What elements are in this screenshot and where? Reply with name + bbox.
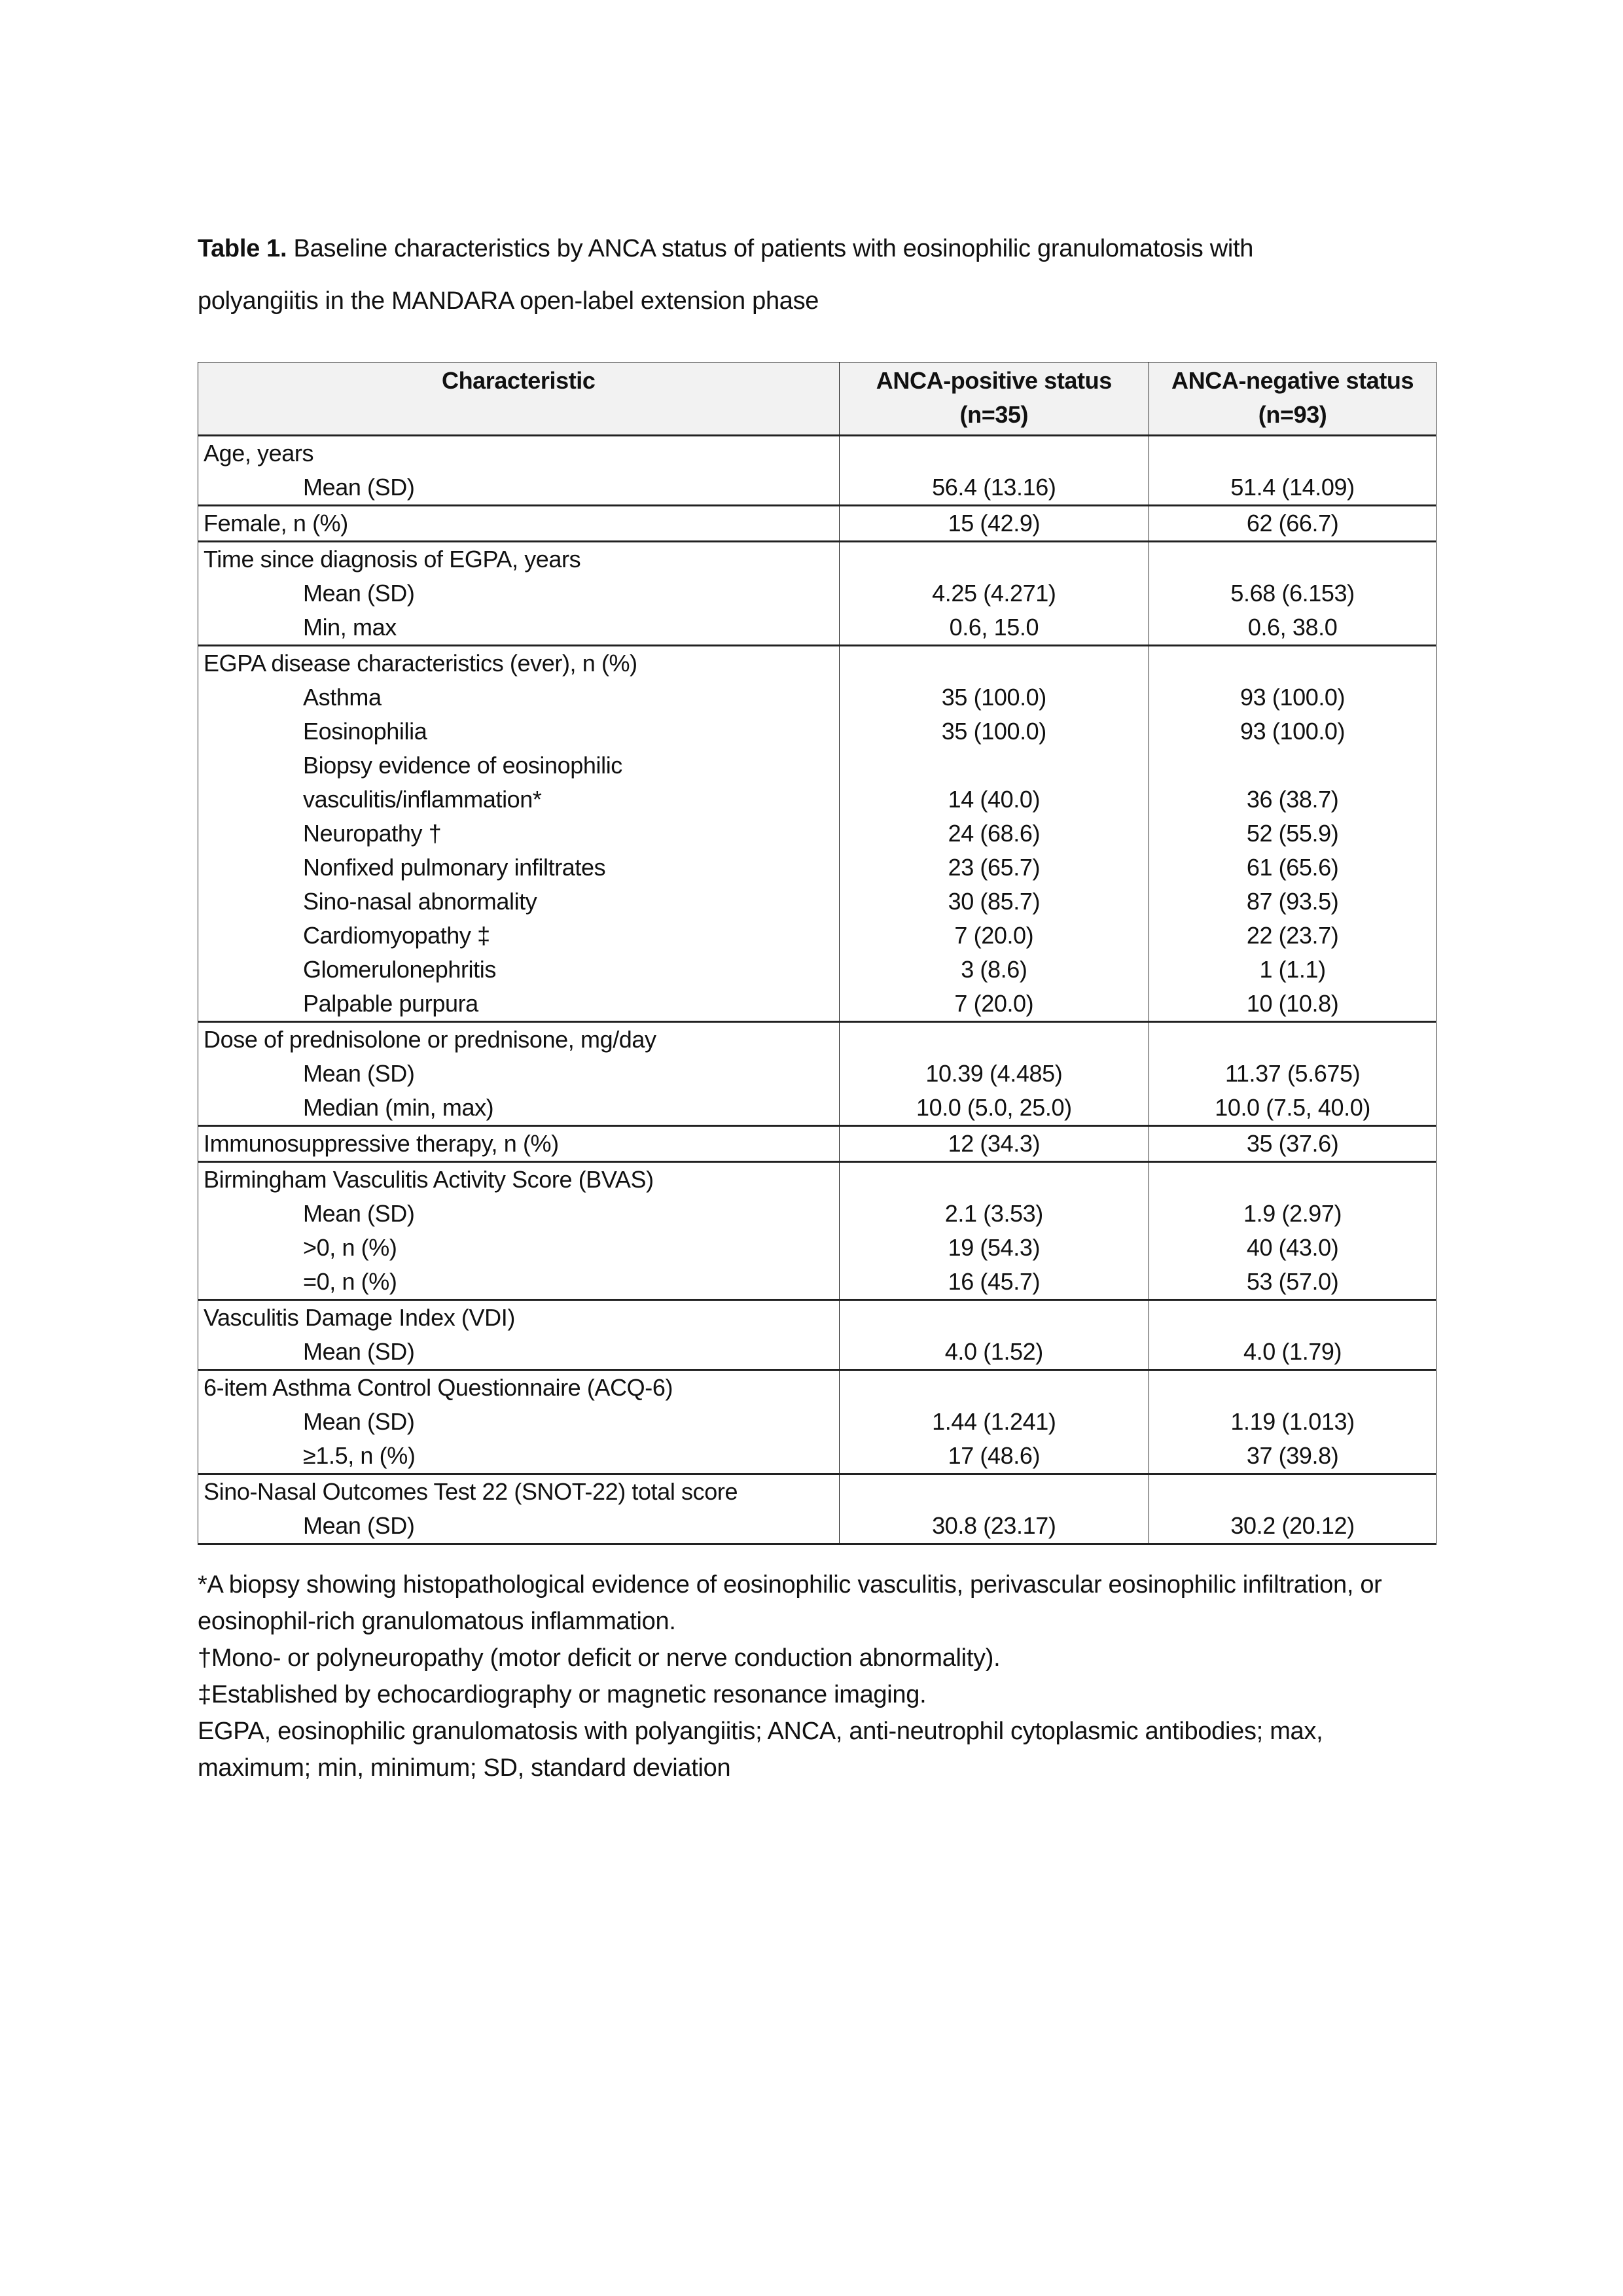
row-value-negative: 61 (65.6) xyxy=(1246,854,1339,881)
row-value-negative: 4.0 (1.79) xyxy=(1243,1338,1342,1365)
anca-positive-cell xyxy=(839,1162,1149,1300)
row-value-negative: 51.4 (14.09) xyxy=(1230,474,1355,501)
group-title-value-negative xyxy=(1154,1475,1431,1509)
group-title: Time since diagnosis of EGPA, years xyxy=(204,546,581,573)
anca-negative-cell xyxy=(1149,1162,1436,1300)
group-title-value-positive xyxy=(845,1163,1144,1197)
row-label: Sino-nasal abnormality xyxy=(303,888,537,915)
header-row xyxy=(198,362,1436,436)
row-label: Mean (SD) xyxy=(303,1060,415,1087)
row-value-positive: 23 (65.7) xyxy=(948,854,1041,881)
row-label: Biopsy evidence of eosinophilic xyxy=(303,752,622,779)
header-anca-negative: ANCA-negative status (n=93) xyxy=(1149,362,1436,436)
row-label: Neuropathy † xyxy=(303,820,442,847)
group-title: Age, years xyxy=(204,440,314,467)
row-value-positive: 17 (48.6) xyxy=(948,1442,1041,1469)
group-title-value-positive: 12 (34.3) xyxy=(948,1130,1041,1157)
row-value-positive: 3 (8.6) xyxy=(961,956,1027,983)
anca-negative-cell xyxy=(1149,1300,1436,1370)
row-value-negative: 53 (57.0) xyxy=(1246,1268,1339,1295)
characteristic-cell xyxy=(198,646,840,1022)
table-row xyxy=(198,1300,1436,1370)
row-label: Min, max xyxy=(303,614,397,641)
table-row xyxy=(198,1370,1436,1474)
row-value-negative: 1.9 (2.97) xyxy=(1243,1200,1342,1227)
group-title-value-positive xyxy=(845,436,1144,470)
row-value-positive: 30 (85.7) xyxy=(948,888,1041,915)
row-label: vasculitis/inflammation* xyxy=(303,786,542,813)
group-title-value-positive xyxy=(845,1023,1144,1057)
row-value-negative xyxy=(1154,749,1431,783)
group-title-value-negative xyxy=(1154,1163,1431,1197)
group-title: Female, n (%) xyxy=(204,510,348,537)
row-value-negative: 11.37 (5.675) xyxy=(1224,1060,1361,1087)
anca-negative-cell xyxy=(1149,1370,1436,1474)
row-value-positive: 0.6, 15.0 xyxy=(949,614,1039,641)
row-value-negative: 22 (23.7) xyxy=(1246,922,1339,949)
group-title-value-positive: 15 (42.9) xyxy=(948,510,1041,537)
row-value-negative: 93 (100.0) xyxy=(1240,684,1346,711)
table-row xyxy=(198,646,1436,1022)
row-value-positive: 16 (45.7) xyxy=(948,1268,1041,1295)
group-title: Immunosuppressive therapy, n (%) xyxy=(204,1130,559,1157)
characteristic-cell xyxy=(198,436,840,506)
row-value-positive: 19 (54.3) xyxy=(948,1234,1041,1261)
row-value-negative: 93 (100.0) xyxy=(1240,718,1346,745)
group-title-value-positive xyxy=(845,542,1144,576)
group-title-value-negative xyxy=(1154,1301,1431,1335)
group-title: Sino-Nasal Outcomes Test 22 (SNOT-22) total score xyxy=(204,1478,738,1505)
table-group xyxy=(198,1126,1436,1162)
footnote: *A biopsy showing histopathological evidence of eosinophilic vasculitis, perivascular eosinophilic infiltration, or eosinophil-rich granulomatous inflammation. xyxy=(198,1571,1382,1635)
table-group xyxy=(198,1300,1436,1370)
table-group xyxy=(198,1370,1436,1474)
table-group xyxy=(198,436,1436,506)
group-title: Vasculitis Damage Index (VDI) xyxy=(204,1304,515,1331)
row-value-positive: 35 (100.0) xyxy=(941,684,1046,711)
row-value-negative: 10 (10.8) xyxy=(1246,990,1339,1017)
anca-positive-cell xyxy=(839,436,1149,506)
row-value-positive: 56.4 (13.16) xyxy=(932,474,1056,501)
row-value-positive: 10.39 (4.485) xyxy=(925,1060,1063,1087)
row-value-negative: 87 (93.5) xyxy=(1246,888,1339,915)
row-value-negative: 5.68 (6.153) xyxy=(1230,580,1355,607)
group-title: Dose of prednisolone or prednisone, mg/day xyxy=(204,1026,656,1053)
row-value-negative: 1.19 (1.013) xyxy=(1230,1408,1355,1435)
anca-negative-cell xyxy=(1149,646,1436,1022)
row-value-positive: 24 (68.6) xyxy=(948,820,1041,847)
row-label: Mean (SD) xyxy=(303,1512,415,1539)
table-group xyxy=(198,542,1436,646)
row-label: Mean (SD) xyxy=(303,580,415,607)
baseline-characteristics-table xyxy=(198,362,1436,1545)
row-label: ≥1.5, n (%) xyxy=(303,1442,416,1469)
anca-negative-cell xyxy=(1149,1474,1436,1544)
anca-negative-cell xyxy=(1149,1126,1436,1162)
table-row xyxy=(198,436,1436,506)
anca-positive-cell xyxy=(839,506,1149,542)
footnotes xyxy=(198,1566,1441,1786)
caption-line-1 xyxy=(198,222,1435,275)
footnote: †Mono- or polyneuropathy (motor deficit or nerve conduction abnormality). xyxy=(198,1644,1001,1672)
row-value-negative: 37 (39.8) xyxy=(1246,1442,1339,1469)
header-anca-positive: ANCA-positive status (n=35) xyxy=(839,362,1149,436)
anca-negative-cell xyxy=(1149,506,1436,542)
row-label: Cardiomyopathy ‡ xyxy=(303,922,490,949)
anca-positive-cell xyxy=(839,1126,1149,1162)
table-group xyxy=(198,1474,1436,1544)
characteristic-cell xyxy=(198,1126,840,1162)
characteristic-cell xyxy=(198,1370,840,1474)
row-value-positive: 7 (20.0) xyxy=(954,990,1034,1017)
characteristic-cell xyxy=(198,1300,840,1370)
group-title-value-positive xyxy=(845,646,1144,680)
group-title: Birmingham Vasculitis Activity Score (BVAS) xyxy=(204,1166,654,1193)
group-title: EGPA disease characteristics (ever), n (%) xyxy=(204,650,637,677)
table-row xyxy=(198,1022,1436,1126)
table-group xyxy=(198,1022,1436,1126)
table-row xyxy=(198,1474,1436,1544)
row-label: Mean (SD) xyxy=(303,474,415,501)
table-caption xyxy=(198,222,1435,327)
row-label: Mean (SD) xyxy=(303,1408,415,1435)
row-label: Glomerulonephritis xyxy=(303,956,496,983)
group-title-value-negative xyxy=(1154,1371,1431,1405)
anca-positive-cell xyxy=(839,1370,1149,1474)
footnote: ‡Established by echocardiography or magnetic resonance imaging. xyxy=(198,1681,927,1708)
row-value-positive: 4.25 (4.271) xyxy=(932,580,1056,607)
row-value-positive xyxy=(845,749,1144,783)
caption-text: Baseline characteristics by ANCA status of patients with eosinophilic granulomatosis with xyxy=(287,235,1254,262)
anca-positive-cell xyxy=(839,1300,1149,1370)
row-label: Median (min, max) xyxy=(303,1094,494,1121)
footnote: EGPA, eosinophilic granulomatosis with polyangiitis; ANCA, anti-neutrophil cytoplasmic antibodies; max, maximum; min, minimum; SD, standard deviation xyxy=(198,1718,1323,1782)
row-label: Eosinophilia xyxy=(303,718,427,745)
table-row xyxy=(198,1162,1436,1300)
characteristic-cell xyxy=(198,506,840,542)
group-title-value-positive xyxy=(845,1301,1144,1335)
characteristic-cell xyxy=(198,1474,840,1544)
row-value-negative: 30.2 (20.12) xyxy=(1230,1512,1355,1539)
characteristic-cell xyxy=(198,1022,840,1126)
group-title-value-negative xyxy=(1154,436,1431,470)
row-value-negative: 1 (1.1) xyxy=(1259,956,1326,983)
header-characteristic: Characteristic xyxy=(198,362,840,436)
row-value-positive: 4.0 (1.52) xyxy=(944,1338,1043,1365)
row-label: Palpable purpura xyxy=(303,990,478,1017)
group-title-value-negative xyxy=(1154,646,1431,680)
group-title: 6-item Asthma Control Questionnaire (ACQ-6) xyxy=(204,1374,673,1401)
row-label: >0, n (%) xyxy=(303,1234,397,1261)
row-value-negative: 52 (55.9) xyxy=(1246,820,1339,847)
anca-negative-cell xyxy=(1149,1022,1436,1126)
row-value-positive: 30.8 (23.17) xyxy=(932,1512,1056,1539)
anca-positive-cell xyxy=(839,542,1149,646)
group-title-value-negative xyxy=(1154,1023,1431,1057)
table-group xyxy=(198,1162,1436,1300)
anca-negative-cell xyxy=(1149,542,1436,646)
anca-positive-cell xyxy=(839,1022,1149,1126)
row-label: Asthma xyxy=(303,684,382,711)
row-value-negative: 0.6, 38.0 xyxy=(1247,614,1338,641)
group-title-value-positive xyxy=(845,1371,1144,1405)
table-header xyxy=(198,362,1436,436)
table-group xyxy=(198,646,1436,1022)
row-value-negative: 10.0 (7.5, 40.0) xyxy=(1215,1094,1370,1121)
group-title-value-positive xyxy=(845,1475,1144,1509)
anca-negative-cell xyxy=(1149,436,1436,506)
characteristic-cell xyxy=(198,542,840,646)
group-title-value-negative: 62 (66.7) xyxy=(1246,510,1339,537)
row-value-positive: 1.44 (1.241) xyxy=(932,1408,1056,1435)
row-value-positive: 7 (20.0) xyxy=(954,922,1034,949)
row-value-negative: 40 (43.0) xyxy=(1246,1234,1339,1261)
table-label: Table 1. xyxy=(198,235,287,262)
row-label: Mean (SD) xyxy=(303,1200,415,1227)
row-value-negative: 36 (38.7) xyxy=(1246,786,1339,813)
caption-line-2: polyangiitis in the MANDARA open-label extension phase xyxy=(198,287,819,315)
table-row xyxy=(198,506,1436,542)
row-label: Nonfixed pulmonary infiltrates xyxy=(303,854,606,881)
characteristic-cell xyxy=(198,1162,840,1300)
row-value-positive: 14 (40.0) xyxy=(948,786,1041,813)
row-value-positive: 2.1 (3.53) xyxy=(944,1200,1043,1227)
table-row xyxy=(198,1126,1436,1162)
row-label: Mean (SD) xyxy=(303,1338,415,1365)
table-row xyxy=(198,542,1436,646)
anca-positive-cell xyxy=(839,646,1149,1022)
table-group xyxy=(198,506,1436,542)
row-label: =0, n (%) xyxy=(303,1268,397,1295)
group-title-value-negative: 35 (37.6) xyxy=(1246,1130,1339,1157)
row-value-positive: 10.0 (5.0, 25.0) xyxy=(916,1094,1072,1121)
anca-positive-cell xyxy=(839,1474,1149,1544)
row-value-positive: 35 (100.0) xyxy=(941,718,1046,745)
group-title-value-negative xyxy=(1154,542,1431,576)
